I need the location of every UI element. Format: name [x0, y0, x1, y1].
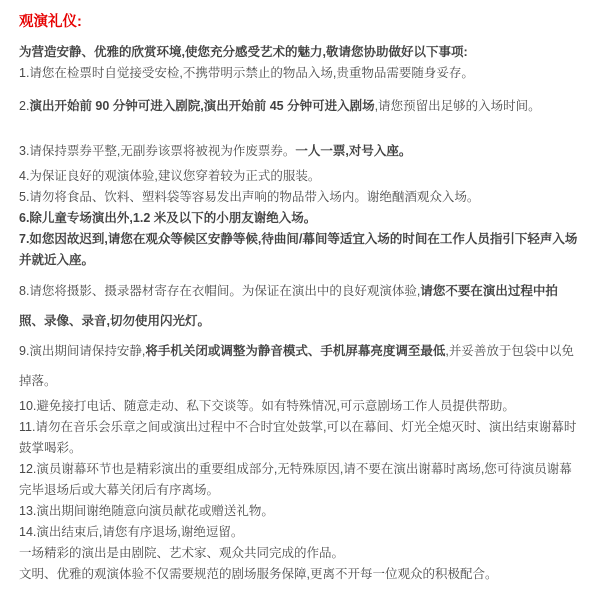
etiquette-item-7: [19, 229, 578, 271]
etiquette-item-4: [19, 166, 578, 187]
text-segment: 9.演出期间请保持安静,: [19, 344, 146, 358]
etiquette-item-3: [19, 141, 578, 162]
etiquette-item-1: [19, 63, 578, 84]
etiquette-item-8: [19, 276, 578, 336]
intro-paragraph: 为营造安静、优雅的欣赏环境,使您充分感受艺术的魅力,敬请您协助做好以下事项:: [19, 45, 468, 59]
text-segment: ,并妥善放于包袋中以免掉落。: [19, 344, 574, 388]
etiquette-item-12: [19, 459, 578, 501]
etiquette-item-9: [19, 336, 578, 396]
text-segment: 5.请勿将食品、饮料、塑料袋等容易发出声响的物品带入场内。谢绝酗酒观众入场。: [19, 190, 480, 204]
closing-line-1: 一场精彩的演出是由剧院、艺术家、观众共同完成的作品。: [19, 546, 345, 560]
text-segment: 将手机关闭或调整为静音模式、手机屏幕亮度调至最低: [145, 344, 446, 358]
text-segment: 3.请保持票券平整,无副券该票将被视为作废票券。: [19, 144, 296, 158]
text-segment: 请您不要在演出过程中拍照、录像、录音,切勿使用闪光灯。: [19, 284, 558, 328]
etiquette-item-2: [19, 96, 578, 117]
etiquette-item-11: [19, 417, 578, 459]
etiquette-item-10: [19, 396, 578, 417]
text-segment: 4.为保证良好的观演体验,建议您穿着较为正式的服装。: [19, 169, 321, 183]
etiquette-item-14: [19, 522, 578, 543]
text-segment: 14.演出结束后,请您有序退场,谢绝逗留。: [19, 525, 244, 539]
closing-line-2: 文明、优雅的观演体验不仅需要规范的剧场服务保障,更离不开每一位观众的积极配合。: [19, 567, 498, 581]
text-segment: 13.演出期间谢绝随意向演员献花或赠送礼物。: [19, 504, 274, 518]
page-title: 观演礼仪:: [19, 14, 82, 30]
etiquette-item-13: [19, 501, 578, 522]
text-segment: 1.请您在检票时自觉接受安检,不携带明示禁止的物品入场,贵重物品需要随身妥存。: [19, 66, 474, 80]
text-segment: 12.演员谢幕环节也是精彩演出的重要组成部分,无特殊原因,请不要在演出谢幕时离场,您可待演员谢幕完毕退场后或大幕关闭后有序离场。: [19, 462, 572, 497]
text-segment: 演出开始前 90 分钟可进入剧院,演出开始前 45 分钟可进入剧场: [29, 99, 375, 113]
text-segment: 6.除儿童专场演出外,1.2 米及以下的小朋友谢绝入场。: [19, 211, 317, 225]
text-segment: 一人一票,对号入座。: [295, 144, 412, 158]
text-segment: 11.请勿在音乐会乐章之间或演出过程中不合时宜处鼓掌,可以在幕间、灯光全熄灭时、演出结束谢幕时鼓掌喝彩。: [19, 420, 577, 455]
text-segment: 2.: [19, 99, 30, 113]
text-segment: 10.避免接打电话、随意走动、私下交谈等。如有特殊情况,可示意剧场工作人员提供帮助。: [19, 399, 515, 413]
text-segment: ,请您预留出足够的入场时间。: [374, 99, 541, 113]
etiquette-item-6: [19, 208, 578, 229]
etiquette-item-5: [19, 187, 578, 208]
text-segment: 7.如您因故迟到,请您在观众等候区安静等候,待曲间/幕间等适宜入场的时间在工作人员指引下轻声入场并就近入座。: [19, 232, 578, 267]
text-segment: 8.请您将摄影、摄录器材寄存在衣帽间。为保证在演出中的良好观演体验,: [19, 284, 421, 298]
